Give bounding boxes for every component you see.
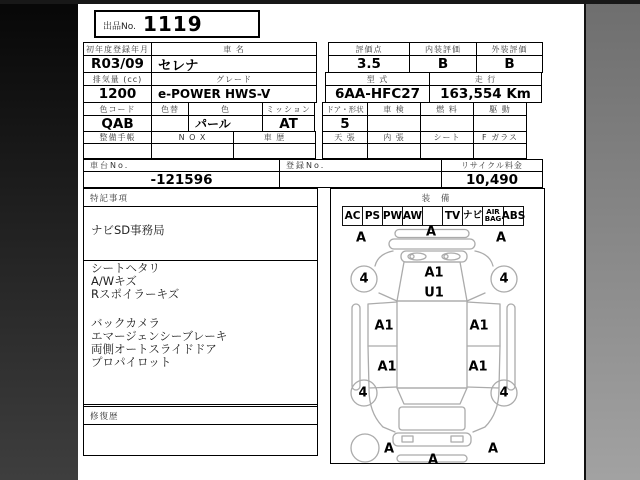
registration-no-label: 登録No. <box>279 159 442 172</box>
door-trim-value <box>367 143 421 159</box>
notes-group-damage <box>84 262 317 301</box>
notes-section-1 <box>84 207 317 261</box>
diagram-marker: 4 <box>499 271 509 287</box>
reg-date-value: R03/09 <box>83 55 152 73</box>
diagram-marker: 4 <box>358 385 368 401</box>
note-line: A/Wキズ <box>91 274 137 288</box>
equipment-title: 装 備 <box>421 194 454 204</box>
history-value <box>233 143 316 159</box>
chassis-no-label: 車台No. <box>83 159 280 172</box>
diagram-marker: A <box>495 230 507 246</box>
drive-label: 駆 動 <box>473 102 527 116</box>
score-label: 評価点 <box>328 42 410 56</box>
diagram-marker: A1 <box>374 318 394 334</box>
row3-labels-left <box>83 102 315 116</box>
equipment-cells <box>342 206 524 226</box>
car-name-value: セレナ <box>151 55 317 73</box>
repair-history-empty-area <box>84 425 317 461</box>
color-change-value <box>151 115 189 132</box>
row1-labels-left <box>83 42 317 56</box>
row3-labels-right <box>322 102 527 116</box>
row2-labels-left <box>83 72 317 86</box>
photo-top-edge <box>0 0 640 4</box>
headliner-label: 天 張 <box>322 131 368 144</box>
transmission-value: AT <box>262 115 315 132</box>
note-line: Rスポイラーキズ <box>91 287 180 301</box>
color-value: パール <box>188 115 263 132</box>
equipment-cell: AC <box>342 206 363 226</box>
row4-values-right <box>322 143 527 159</box>
note-line: バックカメラ <box>91 316 160 330</box>
diagram-marker: A <box>487 441 499 457</box>
drive-value <box>473 115 527 132</box>
repair-history-title: 修復歴 <box>84 407 317 425</box>
row2-values-right <box>325 85 542 103</box>
auction-sheet <box>78 0 586 480</box>
note-line: 両側オートスライドドア <box>91 342 217 356</box>
headliner-value <box>322 143 368 159</box>
equipment-cell: ナビ <box>462 206 483 226</box>
diagram-marker: A <box>425 224 437 240</box>
diagram-marker: U1 <box>424 285 444 301</box>
diagram-marker: 4 <box>359 271 369 287</box>
car-name-label: 車 名 <box>151 42 317 56</box>
score-value: 3.5 <box>328 55 410 73</box>
diagram-marker: A <box>355 230 367 246</box>
service-book-label: 整備手帳 <box>83 131 152 144</box>
exterior-grade-label: 外装評価 <box>476 42 543 56</box>
special-notes-title: 特記事項 <box>84 189 317 207</box>
fuel-value <box>420 115 474 132</box>
chassis-no-value: -121596 <box>83 171 280 188</box>
row3-values-left <box>83 115 315 132</box>
inspection-label: 車 検 <box>367 102 421 116</box>
equipment-cell: TV <box>442 206 463 226</box>
equipment-cell: PW <box>382 206 403 226</box>
diagram-marker: A <box>427 452 439 468</box>
reg-date-label: 初年度登録年月 <box>83 42 152 56</box>
displacement-label: 排気量 (cc) <box>83 72 152 86</box>
diagram-marker: A1 <box>469 318 489 334</box>
equipment-cell: PS <box>362 206 383 226</box>
note-line: プロパイロット <box>91 355 172 369</box>
row1-labels-right <box>328 42 543 56</box>
equipment-cell: AW <box>402 206 423 226</box>
nox-label: N O X <box>151 131 234 144</box>
doors-label: ドア・形状 <box>322 102 368 116</box>
lot-number-box <box>94 10 260 38</box>
row4-values-left <box>83 143 316 159</box>
transmission-label: ミッション <box>262 102 315 116</box>
row1-values-left <box>83 55 317 73</box>
interior-grade-value: B <box>409 55 477 73</box>
model-code-value: 6AA-HFC27 <box>325 85 430 103</box>
equipment-diagram-box <box>330 188 545 468</box>
color-code-label: 色コード <box>83 102 152 116</box>
diagram-marker: A1 <box>424 265 444 281</box>
mileage-label: 走 行 <box>429 72 542 86</box>
color-change-label: 色替 <box>151 102 189 116</box>
row5-values <box>83 171 543 188</box>
diagram-marker: A1 <box>377 359 397 375</box>
row2-labels-right <box>325 72 542 86</box>
doors-value: 5 <box>322 115 368 132</box>
diagram-marker: A <box>383 441 395 457</box>
interior-grade-label: 内装評価 <box>409 42 477 56</box>
inspection-value <box>367 115 421 132</box>
registration-no-value <box>279 171 442 188</box>
history-label: 車 歴 <box>233 131 316 144</box>
model-code-label: 型 式 <box>325 72 430 86</box>
photo-left-margin <box>0 0 78 480</box>
fuel-label: 燃 料 <box>420 102 474 116</box>
diagram-marker: A1 <box>468 359 488 375</box>
notes-section-2 <box>84 261 317 407</box>
lot-number-label: 出品No. <box>103 21 136 32</box>
note-line: ナビSD事務局 <box>91 223 165 237</box>
recycle-fee-value: 10,490 <box>441 171 543 188</box>
equipment-cell <box>422 206 443 226</box>
note-line: エマージェンシーブレーキ <box>91 329 228 343</box>
photo-right-margin <box>586 0 640 480</box>
equipment-cell: AIR BAG <box>482 206 504 226</box>
color-code-value: QAB <box>83 115 152 132</box>
mileage-value: 163,554 Km <box>429 85 542 103</box>
displacement-value: 1200 <box>83 85 152 103</box>
notes-group-equipment <box>84 317 317 369</box>
exterior-grade-value: B <box>476 55 543 73</box>
equipment-cell: ABS <box>503 206 524 226</box>
row2-values-left <box>83 85 317 103</box>
note-line: シートヘタリ <box>91 261 160 275</box>
row1-values-right <box>328 55 543 73</box>
diagram-labels <box>331 224 546 468</box>
row3-values-right <box>322 115 527 132</box>
seat-value <box>420 143 474 159</box>
grade-value: e-POWER HWS-V <box>151 85 317 103</box>
nox-value <box>151 143 234 159</box>
grade-label: グレード <box>151 72 317 86</box>
front-glass-value <box>473 143 527 159</box>
color-label: 色 <box>188 102 263 116</box>
recycle-fee-label: リサイクル料金 <box>441 159 543 172</box>
service-book-value <box>83 143 152 159</box>
seat-label: シート <box>420 131 474 144</box>
door-trim-label: 内 張 <box>367 131 421 144</box>
lot-number-value: 1119 <box>142 12 203 36</box>
front-glass-label: F ガラス <box>473 131 527 144</box>
diagram-marker: 4 <box>499 385 509 401</box>
special-notes-box <box>83 188 318 456</box>
